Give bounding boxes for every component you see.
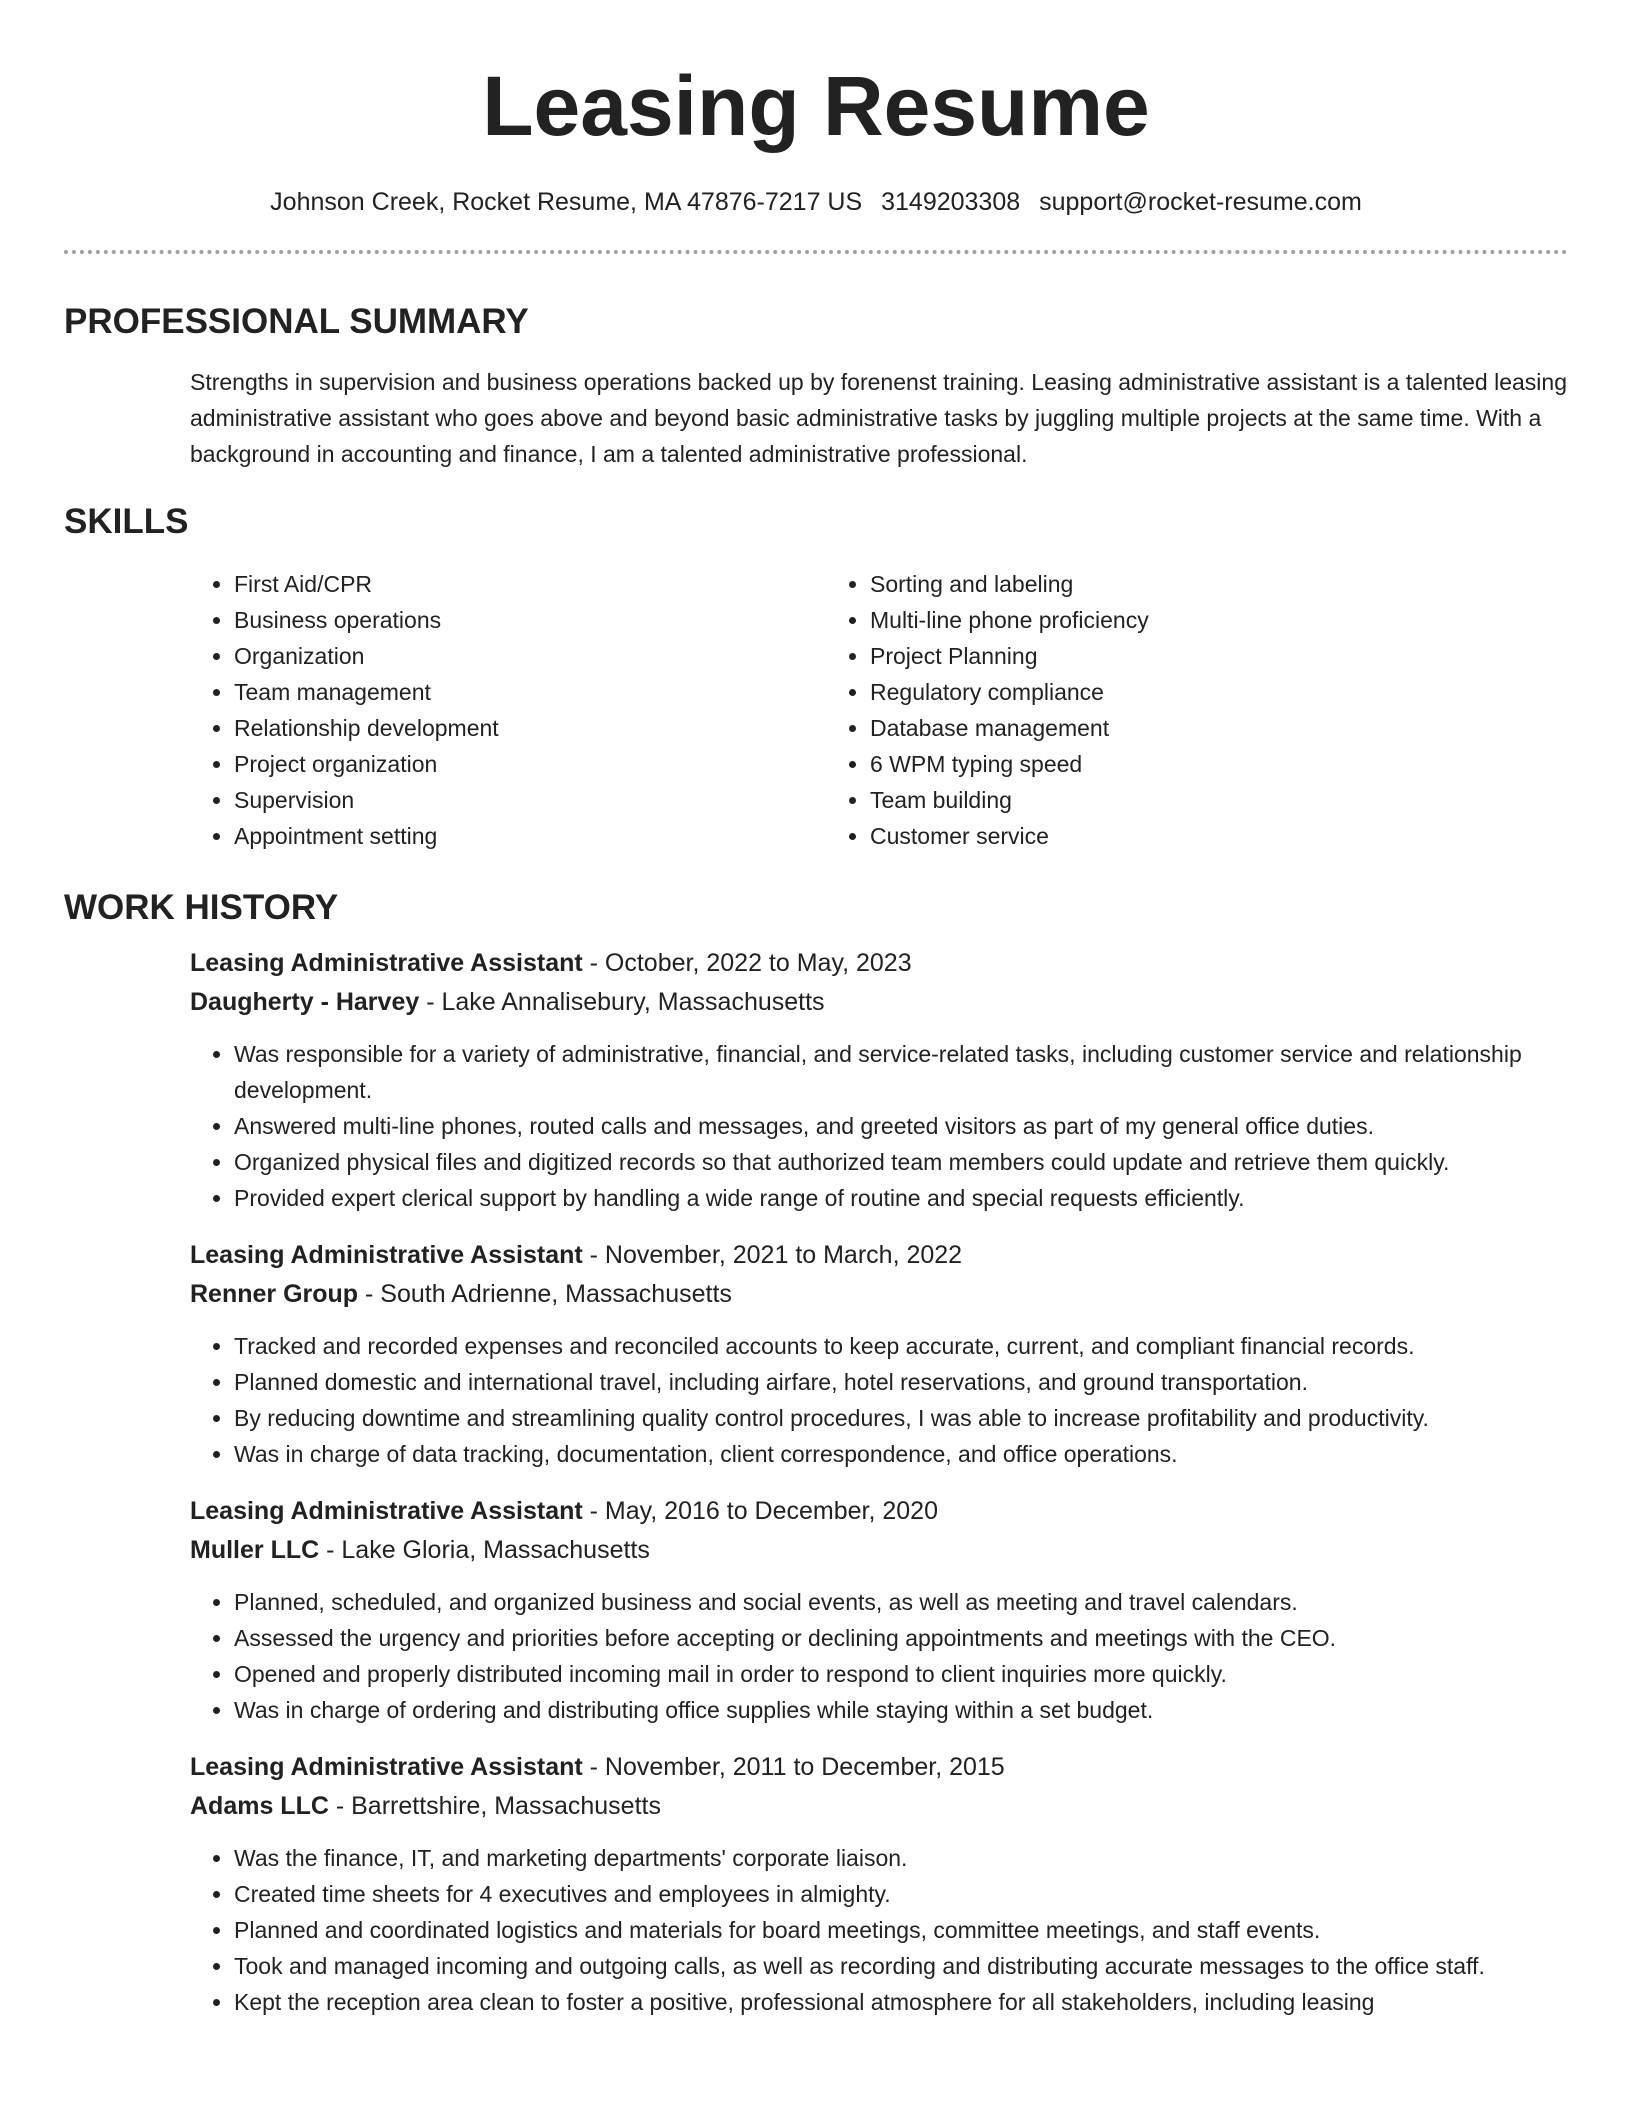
job-entry	[190, 944, 1568, 1216]
job-bullet: • Was in charge of ordering and distributing office supplies while staying within a set budget.	[234, 1692, 1568, 1728]
job-dates: - November, 2011 to December, 2015	[582, 1753, 1005, 1781]
job-bullet: • Took and managed incoming and outgoing calls, as well as recording and distributing accurate messages to the office staff.	[234, 1948, 1568, 1984]
skill-item: • Database management	[870, 710, 1462, 746]
job-company-line	[190, 1787, 1568, 1826]
resume-header	[64, 0, 1568, 220]
skills-column-right	[826, 566, 1462, 854]
job-entry	[190, 1236, 1568, 1472]
work-history-list	[190, 944, 1568, 2020]
job-title-line	[190, 944, 1568, 983]
contact-phone: 3149203308	[881, 188, 1021, 216]
skill-item: • Regulatory compliance	[870, 674, 1462, 710]
skills-column-left	[190, 566, 826, 854]
job-bullet: • Was responsible for a variety of administrative, financial, and service-related tasks, including customer service and relationship development.	[234, 1036, 1568, 1108]
skill-item: • Multi-line phone proficiency	[870, 602, 1462, 638]
job-bullet: • Created time sheets for 4 executives and employees in almighty.	[234, 1876, 1568, 1912]
skill-item: • Business operations	[234, 602, 826, 638]
skill-item: • Supervision	[234, 782, 826, 818]
header-divider	[64, 250, 1568, 254]
summary-heading: PROFESSIONAL SUMMARY	[64, 302, 529, 341]
job-bullet: • Provided expert clerical support by handling a wide range of routine and special requests efficiently.	[234, 1180, 1568, 1216]
contact-email: support@rocket-resume.com	[1039, 188, 1362, 216]
contact-line	[64, 184, 1568, 220]
job-bullet: • Assessed the urgency and priorities before accepting or declining appointments and meetings with the CEO.	[234, 1620, 1568, 1656]
job-bullet: • Answered multi-line phones, routed calls and messages, and greeted visitors as part of my general office duties.	[234, 1108, 1568, 1144]
job-location: - Lake Annalisebury, Massachusetts	[419, 988, 825, 1016]
skill-item: • Team management	[234, 674, 826, 710]
job-bullet: • By reducing downtime and streamlining quality control procedures, I was able to increase profitability and productivity.	[234, 1400, 1568, 1436]
job-location: - Barrettshire, Massachusetts	[328, 1792, 661, 1820]
job-bullet: • Opened and properly distributed incoming mail in order to respond to client inquiries more quickly.	[234, 1656, 1568, 1692]
job-company: Muller LLC	[190, 1536, 320, 1564]
job-title-line	[190, 1492, 1568, 1531]
skill-item: • Team building	[870, 782, 1462, 818]
job-bullet: • Planned domestic and international travel, including airfare, hotel reservations, and ground transportation.	[234, 1364, 1568, 1400]
job-bullets	[190, 1840, 1568, 2020]
job-company-line	[190, 1275, 1568, 1314]
job-title-line	[190, 1748, 1568, 1787]
job-role: Leasing Administrative Assistant	[190, 1753, 583, 1781]
summary-text: Strengths in supervision and business operations backed up by forenenst training. Leasing administrative assistant is a talented leasing administrative assistant who goes above and beyond basic administrative tasks by juggling multiple projects at the same time. With a background in accounting and finance, I am a talented administrative professional.	[190, 369, 1567, 467]
skill-item: • First Aid/CPR	[234, 566, 826, 602]
job-bullet: • Was in charge of data tracking, documentation, client correspondence, and office operations.	[234, 1436, 1568, 1472]
job-company-line	[190, 1531, 1568, 1570]
job-dates: - May, 2016 to December, 2020	[582, 1497, 938, 1525]
job-bullet: • Planned and coordinated logistics and materials for board meetings, committee meetings, and staff events.	[234, 1912, 1568, 1948]
skill-item: • Customer service	[870, 818, 1462, 854]
job-entry	[190, 1492, 1568, 1728]
job-company: Adams LLC	[190, 1792, 329, 1820]
skill-item: • Sorting and labeling	[870, 566, 1462, 602]
skill-item: • Project Planning	[870, 638, 1462, 674]
contact-address: Johnson Creek, Rocket Resume, MA 47876-7217 US	[270, 188, 863, 216]
job-bullet: • Kept the reception area clean to foster a positive, professional atmosphere for all stakeholders, including leasing	[234, 1984, 1568, 2020]
job-entry	[190, 1748, 1568, 2020]
job-dates: - November, 2021 to March, 2022	[582, 1241, 963, 1269]
skill-item: • Project organization	[234, 746, 826, 782]
job-bullet: • Was the finance, IT, and marketing departments' corporate liaison.	[234, 1840, 1568, 1876]
job-bullet: • Tracked and recorded expenses and reconciled accounts to keep accurate, current, and compliant financial records.	[234, 1328, 1568, 1364]
skill-item: • Relationship development	[234, 710, 826, 746]
job-bullet: • Planned, scheduled, and organized business and social events, as well as meeting and travel calendars.	[234, 1584, 1568, 1620]
job-bullets	[190, 1036, 1568, 1216]
job-dates: - October, 2022 to May, 2023	[582, 949, 912, 977]
job-bullets	[190, 1328, 1568, 1472]
job-location: - Lake Gloria, Massachusetts	[319, 1536, 650, 1564]
skills-heading: SKILLS	[64, 502, 189, 541]
job-bullets	[190, 1584, 1568, 1728]
job-company: Daugherty - Harvey	[190, 988, 420, 1016]
job-role: Leasing Administrative Assistant	[190, 949, 583, 977]
job-company: Renner Group	[190, 1280, 359, 1308]
skills-list	[190, 566, 1568, 854]
resume-title: Leasing Resume	[482, 59, 1150, 153]
skill-item: • 6 WPM typing speed	[870, 746, 1462, 782]
job-role: Leasing Administrative Assistant	[190, 1497, 583, 1525]
job-title-line	[190, 1236, 1568, 1275]
skill-item: • Organization	[234, 638, 826, 674]
skill-item: • Appointment setting	[234, 818, 826, 854]
job-bullet: • Organized physical files and digitized records so that authorized team members could update and retrieve them quickly.	[234, 1144, 1568, 1180]
job-company-line	[190, 983, 1568, 1022]
job-location: - South Adrienne, Massachusetts	[358, 1280, 732, 1308]
work-history-heading: WORK HISTORY	[64, 888, 339, 927]
job-role: Leasing Administrative Assistant	[190, 1241, 583, 1269]
